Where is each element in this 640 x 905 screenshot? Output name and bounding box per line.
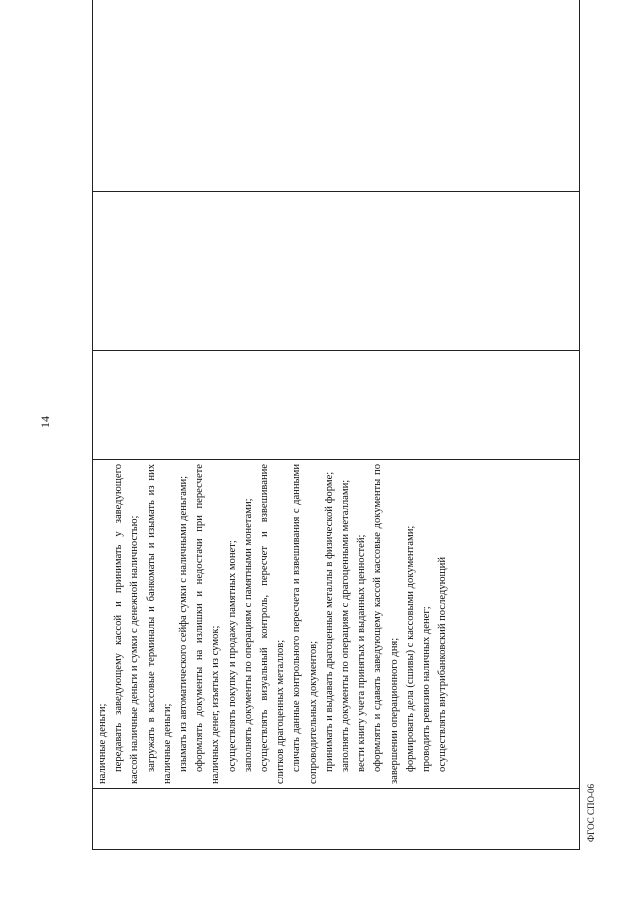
table-container — [92, 14, 580, 850]
content-cell — [93, 460, 580, 789]
content-line: передавать заведующему кассой и принимать у заведующего кассой наличные деньги и сумки с денежной наличностью; — [113, 464, 141, 784]
content-line: оформлять документы на излишки и недостачи при пересчете наличных денег, изъятых из сумок; — [194, 464, 222, 784]
table-row — [93, 0, 580, 850]
content-line: проводить ревизию наличных денег; — [421, 606, 433, 772]
empty-cell-1 — [93, 789, 580, 850]
competence-table — [92, 0, 580, 850]
content-lines — [95, 464, 451, 784]
content-line: наличные деньги; — [97, 703, 108, 784]
empty-cell-3 — [93, 351, 580, 460]
content-line: формировать дела (сшивы) с кассовыми документами; — [404, 525, 416, 772]
content-line: осуществлять внутрибанковский последующий — [437, 556, 449, 772]
content-line: принимать и выдавать драгоценные металлы в физической форме; — [323, 471, 335, 772]
content-line: вести книгу учета принятых и выданных ценностей; — [356, 534, 368, 772]
content-line: заполнять документы по операциям с драгоценными металлами; — [340, 479, 352, 772]
page-number: 14 — [38, 416, 52, 428]
content-line: осуществлять покупку и продажу памятных монет; — [226, 540, 238, 772]
content-line: сличать данные контрольного пересчета и взвешивания с данными сопроводительных документов; — [291, 464, 319, 784]
footer-code: ФГОС СПО-06 — [586, 784, 596, 842]
content-line: заполнять документы по операциям с памятными монетами; — [242, 498, 254, 772]
content-line: осуществлять визуальный контроль, пересчет и взвешивание слитков драгоценных металлов; — [259, 464, 287, 784]
empty-cell-5 — [93, 0, 580, 192]
empty-cell-4 — [93, 192, 580, 351]
content-line: загружать в кассовые терминалы и банкоматы и изымать из них наличные деньги; — [145, 464, 173, 784]
content-line: изымать из автоматического сейфа сумки с наличными деньгами; — [178, 475, 190, 772]
content-line: оформлять и сдавать заведующему кассой кассовые документы по завершении операционного дня; — [372, 464, 400, 784]
